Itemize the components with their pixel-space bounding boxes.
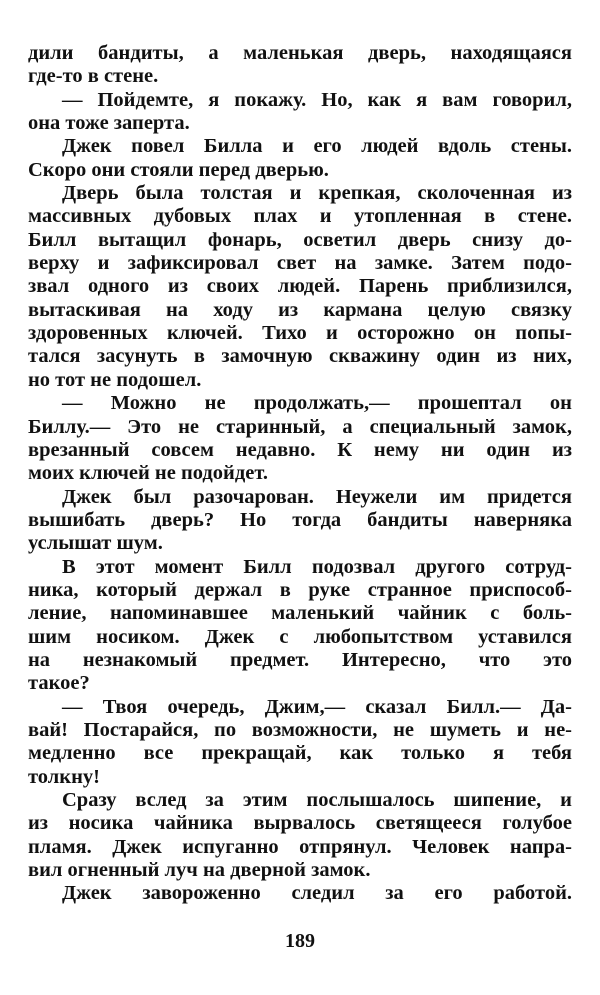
paragraph — [28, 882, 572, 905]
text-line: на незнакомый предмет. Интересно, что это — [28, 648, 572, 671]
paragraph — [28, 89, 572, 136]
text-line: — Можно не продолжать,— прошептал он — [62, 392, 572, 415]
paragraph — [28, 556, 572, 696]
page-number: 189 — [285, 930, 315, 952]
text-line: здоровенных ключей. Тихо и осторожно он попы- — [28, 322, 572, 345]
text-line: верху и зафиксировал свет на замке. Затем подо- — [28, 252, 572, 275]
text-line: звал одного из своих людей. Парень приблизился, — [28, 275, 572, 298]
text-line: вышибать дверь? Но тогда бандиты наверняка — [28, 508, 572, 531]
text-line: такое? — [28, 672, 90, 695]
text-line: вай! Постарайся, по возможности, не шуметь и не- — [28, 718, 572, 741]
text-line: дили бандиты, а маленькая дверь, находящаяся — [28, 42, 572, 64]
text-line: Джек завороженно следил за его работой. — [62, 882, 572, 905]
paragraph — [28, 486, 572, 556]
paragraph — [28, 182, 572, 392]
text-line: — Твоя очередь, Джим,— сказал Билл.— Да- — [62, 695, 572, 718]
paragraph — [28, 392, 572, 485]
text-line: толкну! — [28, 765, 100, 788]
paragraph — [28, 135, 572, 182]
paragraph — [28, 696, 572, 789]
text-line: Сразу вслед за этим послышалось шипение, и — [62, 789, 572, 811]
text-line: Биллу.— Это не старинный, а специальный замок, — [28, 415, 572, 438]
text-line: она тоже заперта. — [28, 112, 190, 135]
text-line: ника, который держал в руке странное приспособ- — [28, 578, 572, 601]
text-line: ление, напоминавшее маленький чайник с боль- — [28, 602, 572, 625]
text-line: где-то в стене. — [28, 65, 159, 88]
text-line: но тот не подошел. — [28, 368, 202, 391]
text-line: — Пойдемте, я покажу. Но, как я вам говорил, — [62, 88, 572, 111]
text-line: Дверь была толстая и крепкая, сколоченная из — [62, 182, 572, 205]
book-page-text — [28, 42, 572, 906]
text-line: моих ключей не подойдет. — [28, 462, 268, 485]
text-line: пламя. Джек испуганно отпрянул. Человек напра- — [28, 835, 572, 858]
text-line: В этот момент Билл подозвал другого сотруд- — [62, 555, 572, 578]
text-line: вытаскивая на ходу из кармана целую связку — [28, 298, 572, 321]
text-line: вил огненный луч на дверной замок. — [28, 859, 371, 882]
text-line: услышат шум. — [28, 532, 163, 555]
paragraph — [28, 42, 572, 89]
text-line: Билл вытащил фонарь, осветил дверь снизу до- — [28, 228, 572, 251]
text-line: массивных дубовых плах и утопленная в стене. — [28, 205, 572, 228]
text-line: Джек был разочарован. Неужели им придется — [62, 485, 572, 508]
text-line: Джек повел Билла и его людей вдоль стены. — [62, 135, 572, 158]
text-line: медленно все прекращай, как только я тебя — [28, 742, 572, 765]
text-line: тался засунуть в замочную скважину один из них, — [28, 345, 572, 368]
text-line: шим носиком. Джек с любопытством уставился — [28, 625, 572, 648]
paragraph — [28, 789, 572, 882]
text-line: из носика чайника вырвалось светящееся голубое — [28, 812, 572, 835]
text-line: врезанный совсем недавно. К нему ни один из — [28, 438, 572, 461]
text-line: Скоро они стояли перед дверью. — [28, 158, 329, 181]
